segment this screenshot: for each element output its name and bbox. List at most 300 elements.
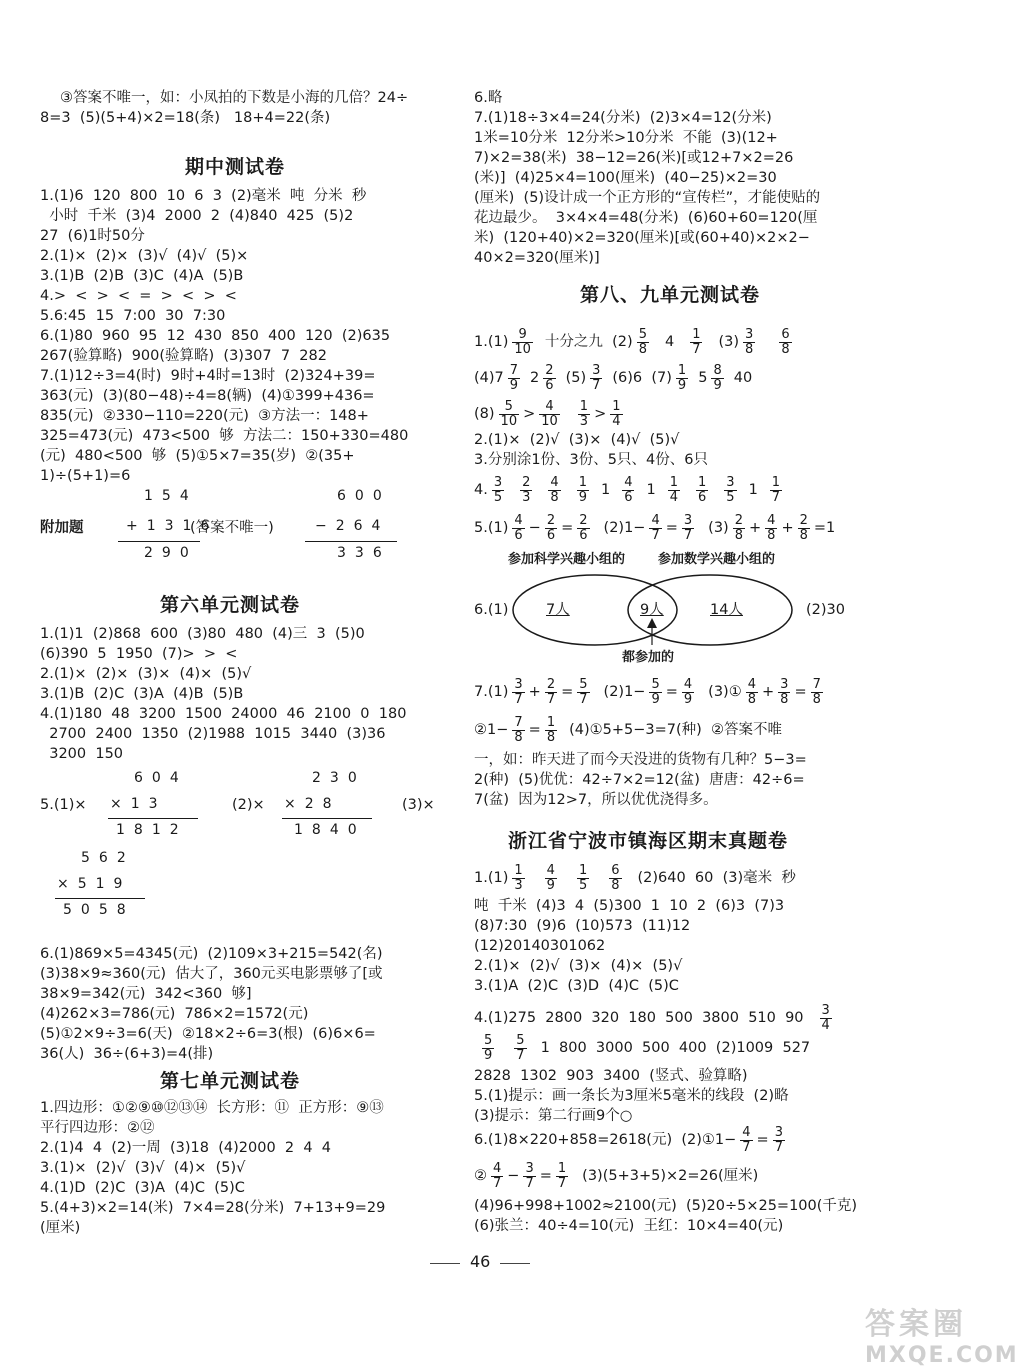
text-line: 36(人) 36÷(6+3)=4(排) — [40, 1046, 214, 1062]
calc-row: ×13 — [110, 796, 167, 812]
answer-text: = — [561, 684, 574, 700]
text-line: ③答案不唯一，如：小凤拍的下数是小海的几倍？24÷ — [60, 90, 409, 106]
answer-text: + — [781, 520, 794, 536]
calc-row: 600 — [337, 488, 391, 504]
answer-text: 5 — [698, 370, 708, 386]
fraction-denominator: 3 — [579, 413, 589, 429]
fraction-denominator: 8 — [546, 729, 556, 745]
fraction-numerator: 8 — [713, 362, 722, 378]
text-line: 40×2=320(厘米)] — [474, 250, 600, 266]
fraction-numerator: 3 — [780, 676, 789, 692]
fraction-numerator: 3 — [493, 474, 503, 490]
fraction-denominator: 7 — [692, 341, 701, 357]
fraction — [590, 364, 602, 393]
venn-right-value: 14人 — [710, 602, 743, 618]
fraction-denominator: 10 — [514, 341, 531, 357]
answer-text: 6.(1)8×220+858=2618(元) (2)①1− — [474, 1132, 737, 1148]
fraction-numerator: 1 — [677, 362, 687, 378]
fraction-denominator: 4 — [821, 1017, 830, 1033]
fraction-denominator: 8 — [745, 341, 754, 357]
answer-text: = — [665, 684, 678, 700]
answer-text: 1 800 3000 500 400 (2)1009 527 — [540, 1040, 811, 1056]
text-line: 1.四边形：①②⑨⑩⑫⑬⑭ 长方形：⑪ 正方形：⑨⑬ — [40, 1100, 384, 1116]
section-title: 第八、九单元测试卷 — [580, 284, 761, 306]
venn-mid-value: 9人 — [640, 602, 664, 618]
text-line: 38×9=342(元) 342<360 够] — [40, 986, 252, 1002]
fraction — [512, 678, 524, 707]
fraction-numerator: 4 — [742, 1124, 751, 1140]
fraction — [577, 514, 589, 543]
text-line: 325=473(元) 473<500 够 方法二：150+330=480 — [40, 428, 409, 444]
answer-line — [474, 1028, 810, 1068]
fraction — [820, 1004, 832, 1033]
answer-text: + — [762, 684, 775, 700]
text-line: 6.(1)869×5=4345(元) (2)109×3+215=542(名) — [40, 946, 383, 962]
fraction-denominator: 7 — [525, 1175, 534, 1191]
fraction-numerator: 1 — [771, 474, 781, 490]
fraction-numerator: 4 — [514, 512, 523, 528]
fraction-denominator: 8 — [734, 527, 743, 543]
text-line: (3)× — [402, 797, 435, 813]
fraction-denominator: 6 — [698, 489, 707, 505]
venn-bottom-label: 都参加的 — [622, 650, 675, 665]
fraction-numerator: 4 — [550, 474, 559, 490]
section-title: 第六单元测试卷 — [160, 594, 301, 616]
text-line: 27 (6)1时50分 — [40, 228, 145, 244]
fraction — [676, 364, 688, 393]
fraction-denominator: 7 — [683, 527, 693, 543]
answer-text: (3)(5+3+5)×2=26(厘米) — [582, 1168, 759, 1184]
answer-text: (6)6 (7) — [612, 370, 672, 386]
text-line: 3.(1)× (2)√ (3)√ (4)× (5)√ — [40, 1160, 246, 1176]
text-line: (元) 480<500 够 (5)①5×7=35(岁) ②(35+ — [40, 448, 355, 464]
answer-text: 4.(1)275 2800 320 180 500 3800 510 90 — [474, 1010, 804, 1026]
fraction — [491, 1162, 503, 1191]
text-line: (3)提示：第二行画9个○ — [474, 1108, 633, 1124]
fraction-numerator: 1 — [692, 326, 701, 342]
fraction-numerator: 1 — [612, 398, 621, 414]
fraction — [512, 328, 533, 357]
fraction-denominator: 9 — [484, 1047, 493, 1063]
fraction — [577, 864, 589, 893]
fraction — [523, 1162, 535, 1191]
fraction-denominator: 8 — [812, 691, 821, 707]
fraction-denominator: 10 — [500, 413, 518, 429]
answer-text: > — [594, 406, 607, 422]
fraction-numerator: 2 — [522, 474, 531, 490]
fraction-denominator: 6 — [579, 527, 588, 543]
answer-text: = — [561, 520, 574, 536]
answer-text: = — [665, 520, 678, 536]
answer-text: (2)640 60 (3)毫米 秒 — [637, 870, 796, 886]
fraction — [649, 678, 661, 707]
text-line: 花边最少。 3×4×4=48(分米) (6)60+60=120(厘 — [474, 210, 818, 226]
fraction-numerator: 2 — [546, 512, 556, 528]
fraction — [609, 864, 621, 893]
answer-text: > — [523, 406, 536, 422]
answer-line — [474, 358, 752, 398]
fraction-denominator: 9 — [578, 489, 587, 505]
answer-text: = — [756, 1132, 769, 1148]
fraction-denominator: 7 — [651, 527, 660, 543]
fraction-numerator: 5 — [579, 676, 588, 692]
text-line: 835(元) ②330−110=220(元) ③方法一：148+ — [40, 408, 369, 424]
fraction — [743, 328, 755, 357]
fraction-denominator: 5 — [493, 489, 503, 505]
calc-row: 1812 — [116, 822, 188, 838]
calc-row: 604 — [134, 770, 188, 786]
calc-row: −264 — [315, 518, 390, 534]
fraction-numerator: 5 — [638, 326, 647, 342]
fraction-denominator: 7 — [557, 1175, 567, 1191]
fraction-numerator: 3 — [514, 676, 523, 692]
fraction-denominator: 8 — [514, 729, 523, 745]
fraction-denominator: 9 — [509, 377, 519, 393]
fraction-denominator: 7 — [592, 377, 601, 393]
section-title: 第七单元测试卷 — [160, 1070, 301, 1092]
venn-left-value: 7人 — [546, 602, 570, 618]
fraction-numerator: 2 — [545, 362, 554, 378]
section-title: 浙江省宁波市镇海区期末真题卷 — [508, 830, 789, 852]
fraction-denominator: 8 — [747, 691, 756, 707]
text-line: (2)× — [232, 797, 265, 813]
text-line: (3)38×9≈360(元) 估大了，360元买电影票够了[或 — [40, 966, 383, 982]
fraction — [499, 400, 520, 429]
answer-text: (2)1− — [603, 684, 646, 700]
answer-line — [474, 508, 835, 548]
fraction-denominator: 7 — [516, 1047, 525, 1063]
fraction-numerator: 4 — [539, 400, 560, 415]
fraction — [711, 364, 723, 393]
fraction-denominator: 7 — [771, 489, 781, 505]
text-line: (5)①2×9÷3=6(天) ②18×2÷6=3(根) (6)6×6= — [40, 1026, 376, 1042]
fraction-denominator: 9 — [713, 377, 722, 393]
bonus-label: 附加题 — [40, 520, 84, 536]
answer-line — [474, 858, 796, 898]
text-line: 7.(1)12÷3=4(时) 9时+4时=13时 (2)324+39= — [40, 368, 376, 384]
answer-line — [474, 1120, 789, 1160]
fraction — [637, 328, 649, 357]
text-line: (6)390 5 1950 (7)> > < — [40, 646, 238, 662]
fraction — [610, 400, 622, 429]
answer-text: ② — [474, 1168, 487, 1184]
text-line: 1米=10分米 12分米>10分米 不能 (3)(12+ — [474, 130, 778, 146]
fraction-numerator: 2 — [579, 512, 588, 528]
answer-text: + — [749, 520, 762, 536]
fraction-numerator: 3 — [821, 1002, 830, 1018]
fraction-numerator: 7 — [812, 676, 821, 692]
fraction-numerator: 2 — [734, 512, 743, 528]
fraction — [482, 1034, 494, 1063]
fraction-numerator: 5 — [499, 400, 520, 415]
fraction-denominator: 3 — [522, 489, 531, 505]
calc-row: 154 — [144, 488, 198, 504]
watermark-sub: MXQE.COM — [865, 1343, 1019, 1368]
fraction-numerator: 3 — [774, 1124, 783, 1140]
answer-text: 4 — [664, 334, 675, 350]
fraction — [798, 514, 810, 543]
text-line: 363(元) (3)(80−48)÷4=8(辆) (4)①399+436= — [40, 388, 375, 404]
answer-text: − — [528, 520, 541, 536]
answer-line — [474, 1156, 758, 1196]
fraction — [545, 514, 557, 543]
fraction-denominator: 4 — [612, 413, 621, 429]
answer-text: (5) — [565, 370, 587, 386]
answer-text: = — [528, 722, 541, 738]
text-line: (12)20140301062 — [474, 938, 606, 954]
text-line: (厘米) — [40, 1220, 81, 1236]
fraction-numerator: 6 — [611, 862, 620, 878]
calc-rule — [305, 541, 397, 542]
answer-text: ②1− — [474, 722, 509, 738]
fraction — [512, 514, 524, 543]
fraction-denominator: 9 — [683, 691, 693, 707]
fraction-numerator: 3 — [525, 1160, 534, 1176]
fraction — [770, 476, 782, 505]
text-line: (4)96+998+1002≈2100(元) (5)20÷5×25=100(千克) — [474, 1198, 858, 1214]
page-number: 46 — [470, 1252, 491, 1271]
venn-label-left: 参加科学兴趣小组的 — [508, 552, 626, 567]
fraction-numerator: 1 — [669, 474, 678, 490]
fraction — [548, 476, 560, 505]
text-line: 5.(4+3)×2=14(米) 7×4=28(分米) 7+13+9=29 — [40, 1200, 386, 1216]
fraction — [724, 476, 736, 505]
page-number-dash-right — [500, 1263, 530, 1264]
calc-row: 336 — [337, 545, 391, 561]
fraction — [690, 328, 702, 357]
text-line: 4.(1)180 48 3200 1500 24000 46 2100 0 180 — [40, 706, 407, 722]
fraction-denominator: 10 — [541, 413, 558, 429]
text-line: 2.(1)× (2)× (3)× (4)× (5)√ — [40, 666, 252, 682]
fraction-denominator: 3 — [514, 877, 523, 893]
fraction — [778, 678, 790, 707]
text-line: 3200 150 — [40, 746, 124, 762]
fraction — [733, 514, 745, 543]
fraction-numerator: 4 — [493, 1160, 502, 1176]
fraction-denominator: 7 — [579, 691, 588, 707]
text-line: (米)] (4)25×4=100(厘米) (40−25)×2=30 — [474, 170, 777, 186]
fraction — [508, 364, 520, 393]
fraction-denominator: 9 — [651, 691, 660, 707]
venn-suffix: (2)30 — [806, 602, 845, 618]
fraction-numerator: 1 — [546, 714, 556, 730]
text-line: 6.略 — [474, 90, 503, 106]
fraction — [773, 1126, 785, 1155]
text-line: 2.(1)× (2)× (3)√ (4)√ (5)× — [40, 248, 249, 264]
text-line: 6.(1)80 960 95 12 430 850 400 120 (2)635 — [40, 328, 391, 344]
fraction-numerator: 1 — [578, 474, 587, 490]
fraction-numerator: 3 — [683, 512, 693, 528]
fraction — [539, 400, 560, 429]
fraction — [746, 678, 758, 707]
fraction-denominator: 8 — [781, 341, 790, 357]
fraction-denominator: 6 — [545, 377, 554, 393]
text-line: 7(盆) 因为12>7，所以优优浇得多。 — [474, 792, 718, 808]
fraction-numerator: 5 — [516, 1032, 525, 1048]
fraction — [682, 678, 694, 707]
text-line: 7.(1)18÷3×4=24(分米) (2)3×4=12(分米) — [474, 110, 772, 126]
fraction-numerator: 3 — [726, 474, 735, 490]
answer-line — [474, 710, 782, 750]
text-line: 2.(1)× (2)√ (3)× (4)× (5)√ — [474, 958, 683, 974]
section-title: 期中测试卷 — [185, 156, 286, 178]
text-line: 3.(1)A (2)C (3)D (4)C (5)C — [474, 978, 679, 994]
watermark-text: 答案圈 — [865, 1307, 967, 1342]
text-line: (4)262×3=786(元) 786×2=1572(元) — [40, 1006, 309, 1022]
page-number-dash-left — [430, 1263, 460, 1264]
fraction-denominator: 8 — [780, 691, 789, 707]
answer-text: 1 — [600, 482, 611, 498]
fraction-denominator: 9 — [546, 877, 555, 893]
fraction-numerator: 4 — [624, 474, 633, 490]
calc-row: 1840 — [294, 822, 366, 838]
fraction-numerator: 5 — [484, 1032, 493, 1048]
fraction-denominator: 8 — [550, 489, 559, 505]
fraction-numerator: 7 — [514, 714, 523, 730]
fraction — [578, 400, 590, 429]
answer-text: (4)①5+5−3=7(种) ②答案不唯 — [569, 722, 783, 738]
venn-prefix: 6.(1) — [474, 602, 509, 618]
fraction — [556, 1162, 568, 1191]
fraction — [765, 514, 777, 543]
calc-row: 5058 — [63, 902, 135, 918]
fraction-denominator: 5 — [726, 489, 735, 505]
fraction — [779, 328, 791, 357]
text-line: 3.分别涂1份、3份、5只、4份、6只 — [474, 452, 708, 468]
text-line: 3.(1)B (2)B (3)C (4)A (5)B — [40, 268, 244, 284]
text-line: 2700 2400 1350 (2)1988 1015 3440 (3)36 — [40, 726, 386, 742]
fraction — [668, 476, 680, 505]
fraction — [545, 678, 557, 707]
fraction-numerator: 4 — [767, 512, 776, 528]
calc-rule — [118, 541, 200, 542]
fraction-numerator: 9 — [512, 328, 533, 343]
fraction-numerator: 2 — [546, 676, 556, 692]
calc-row: 562 — [81, 850, 135, 866]
answer-text: (3) — [708, 520, 729, 536]
answer-text: 4. — [474, 482, 488, 498]
fraction-numerator: 1 — [514, 862, 523, 878]
fraction-denominator: 6 — [514, 527, 523, 543]
answer-text: 1 — [646, 482, 656, 498]
fraction-denominator: 8 — [638, 341, 647, 357]
answer-text: 1.(1) — [474, 334, 509, 350]
answer-text: =1 — [813, 520, 836, 536]
text-line: 8=3 (5)(5+4)×2=18(条) 18+4=22(条) — [40, 110, 331, 126]
fraction-denominator: 4 — [669, 489, 678, 505]
fraction — [545, 716, 557, 745]
answer-text: (4)7 — [474, 370, 504, 386]
answer-text: = — [794, 684, 807, 700]
fraction — [622, 476, 634, 505]
text-line: 2828 1302 903 3400 (竖式、验算略) — [474, 1068, 748, 1084]
answer-text: = — [539, 1168, 552, 1184]
answer-text: 2 — [530, 370, 540, 386]
calc-rule — [55, 898, 145, 899]
fraction-denominator: 7 — [514, 691, 523, 707]
fraction — [512, 716, 524, 745]
calc-row: +1316 — [126, 518, 219, 534]
fraction-numerator: 1 — [557, 1160, 567, 1176]
fraction-numerator: 1 — [698, 474, 707, 490]
fraction-numerator: 1 — [578, 862, 588, 878]
text-line: 小时 千米 (3)4 2000 2 (4)840 425 (5)2 — [40, 208, 354, 224]
answer-text: 1 — [748, 482, 758, 498]
text-line: 2.(1)4 4 (2)一周 (3)18 (4)2000 2 4 4 — [40, 1140, 331, 1156]
text-line: 5.(1)提示：画一条长为3厘米5毫米的线段 (2)略 — [474, 1088, 789, 1104]
answer-line — [474, 672, 827, 712]
text-line: 吨 千米 (4)3 4 (5)300 1 10 2 (6)3 (7)3 — [474, 898, 785, 914]
fraction — [492, 476, 504, 505]
fraction-numerator: 1 — [579, 398, 589, 414]
text-line: (8)7:30 (9)6 (10)573 (11)12 — [474, 918, 691, 934]
calc-row: 290 — [144, 545, 198, 561]
text-line: 平行四边形：②⑫ — [40, 1120, 155, 1136]
answer-text: 40 — [733, 370, 753, 386]
watermark-logo — [865, 1299, 1019, 1368]
fraction-numerator: 3 — [745, 326, 754, 342]
fraction — [520, 476, 532, 505]
text-line: 1.(1)6 120 800 10 6 3 (2)毫米 吨 分米 秒 — [40, 188, 367, 204]
fraction-denominator: 7 — [774, 1139, 783, 1155]
text-line: 一，如：昨天进了而今天没进的货物有几种？5−3= — [474, 752, 807, 768]
fraction-numerator: 7 — [509, 362, 519, 378]
fraction — [577, 476, 589, 505]
fraction — [649, 514, 661, 543]
fraction — [543, 364, 555, 393]
text-line: 4.> < > < = > < > < — [40, 288, 237, 304]
fraction — [811, 678, 823, 707]
text-line: 1)÷(5+1)=6 — [40, 468, 131, 484]
fraction — [577, 678, 589, 707]
text-line: 7)×2=38(米) 38−12=26(米)[或12+7×2=26 — [474, 150, 794, 166]
calc-row: 230 — [312, 770, 366, 786]
fraction-numerator: 5 — [651, 676, 660, 692]
fraction-denominator: 8 — [611, 877, 620, 893]
answer-line — [474, 394, 627, 434]
answer-line — [474, 470, 794, 510]
fraction — [512, 864, 524, 893]
fraction-denominator: 7 — [493, 1175, 502, 1191]
answer-text: + — [528, 684, 541, 700]
fraction — [545, 864, 557, 893]
fraction-numerator: 4 — [747, 676, 756, 692]
text-line: 2(种) (5)优优：42÷7×2=12(盆) 唐唐：42÷6= — [474, 772, 805, 788]
fraction — [696, 476, 708, 505]
fraction-denominator: 5 — [578, 877, 588, 893]
fraction-numerator: 2 — [799, 512, 808, 528]
answer-text: (8) — [474, 406, 495, 422]
text-line: 米) (120+40)×2=320(厘米)[或(60+40)×2×2− — [474, 230, 810, 246]
text-line: 5.(1)× — [40, 797, 87, 813]
fraction-denominator: 9 — [677, 377, 687, 393]
answer-text: (3) — [718, 334, 740, 350]
calc-rule — [282, 818, 372, 819]
text-line: 4.(1)D (2)C (3)A (4)C (5)C — [40, 1180, 245, 1196]
fraction-denominator: 8 — [799, 527, 808, 543]
fraction-numerator: 4 — [683, 676, 693, 692]
fraction-denominator: 6 — [624, 489, 633, 505]
text-line: 5.6:45 15 7:00 30 7:30 — [40, 308, 226, 324]
fraction — [514, 1034, 526, 1063]
answer-text: (2)1− — [603, 520, 646, 536]
fraction-denominator: 7 — [546, 691, 556, 707]
fraction — [740, 1126, 752, 1155]
fraction — [682, 514, 694, 543]
fraction-numerator: 3 — [592, 362, 601, 378]
answer-text: 1.(1) — [474, 870, 509, 886]
text-line: (厘米) (5)设计成一个正方形的“宣传栏”，才能使贴的 — [474, 190, 821, 206]
